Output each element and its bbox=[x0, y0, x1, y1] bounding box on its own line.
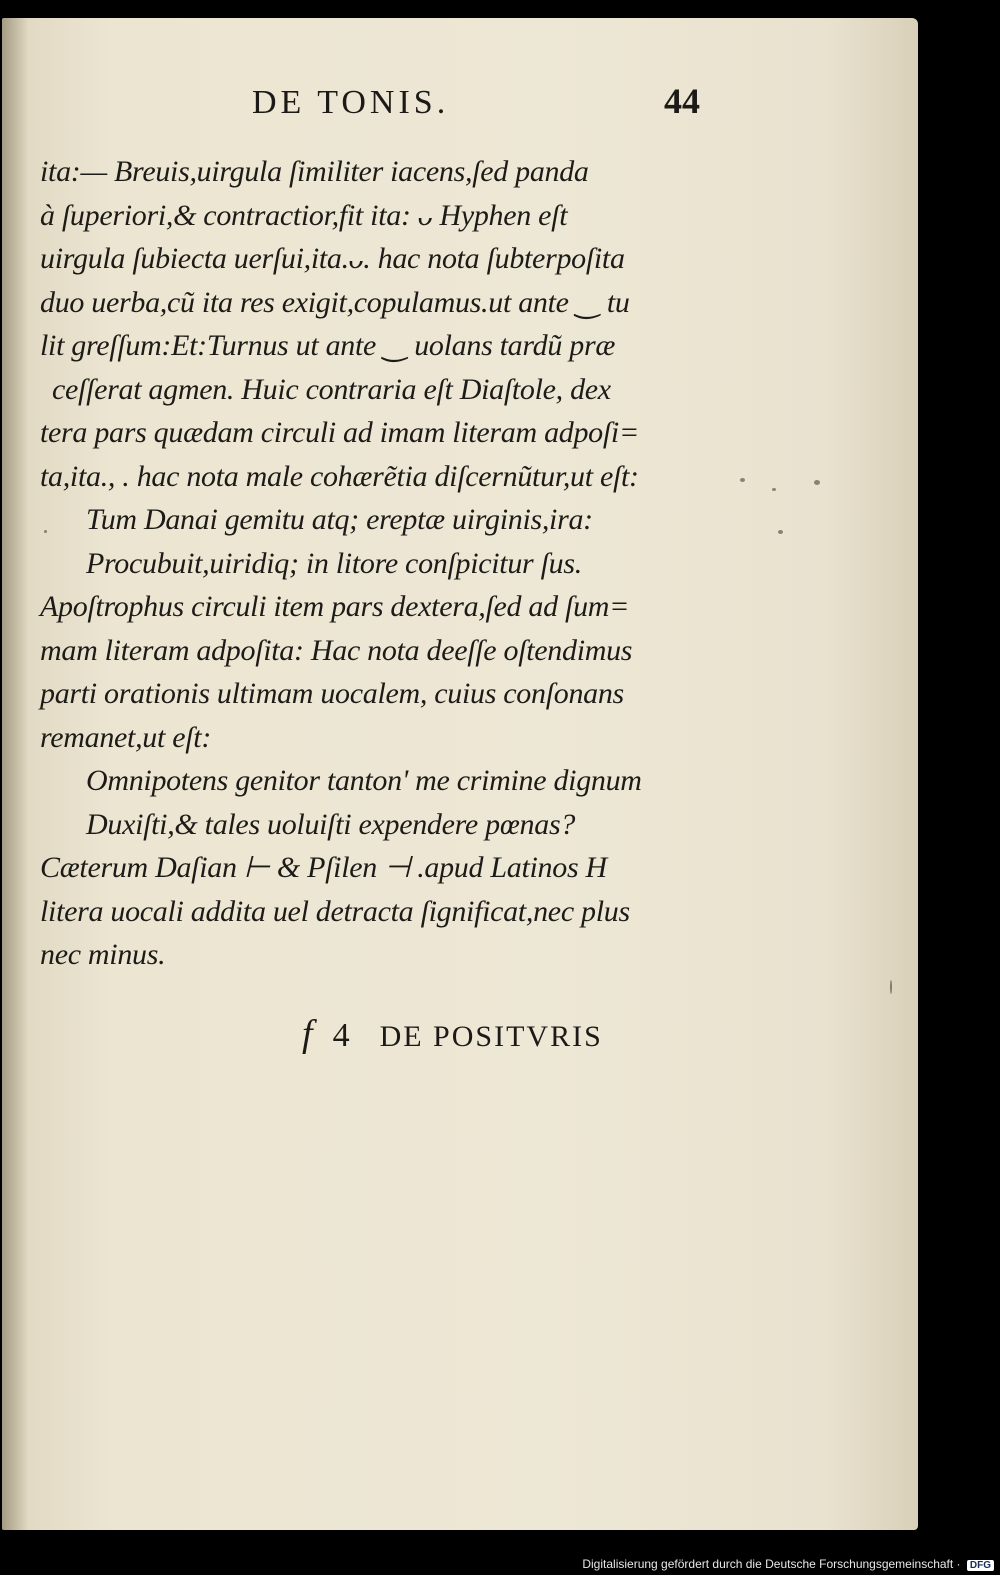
text-line: mam literam adpoſita: Hac nota deeſſe oſtendimus bbox=[40, 633, 633, 667]
text-line: nec minus. bbox=[40, 938, 166, 971]
catchword-line bbox=[302, 1012, 702, 1056]
verse-line: Omnipotens genitor tanton' me crimine dignum bbox=[86, 764, 642, 797]
verse-line: Tum Danai gemitu atq; ereptæ uirginis,ira: bbox=[86, 503, 593, 536]
book-page bbox=[2, 18, 918, 1530]
paper-speck bbox=[814, 480, 820, 485]
text-line: parti orationis ultimam uocalem, cuius conſonans bbox=[40, 677, 624, 710]
text-line: lit greſſum:Et:Turnus ut ante ‿ uolans tardũ præ bbox=[40, 329, 616, 362]
paper-speck bbox=[44, 530, 47, 533]
text-line: ita:— Breuis,uirgula ſimiliter iacens,ſed panda bbox=[40, 155, 589, 188]
signature-mark: f bbox=[302, 1013, 313, 1055]
paper-speck bbox=[740, 478, 745, 482]
verse-line: Procubuit,uiridiq; in litore conſpicitur ſus. bbox=[86, 546, 582, 580]
paper-speck bbox=[890, 980, 892, 994]
paper-speck bbox=[778, 530, 783, 534]
signature-number: 4 bbox=[332, 1017, 350, 1054]
text-line: duo uerba,cũ ita res exigit,copulamus.ut ante ‿ tu bbox=[40, 285, 630, 319]
page-number: 44 bbox=[664, 81, 700, 121]
text-line: remanet,ut eſt: bbox=[40, 720, 212, 754]
running-head: DE TONIS. bbox=[252, 84, 450, 121]
text-line: Cæterum Daſian ⊢ & Pſilen ⊣ .apud Latinos H bbox=[40, 851, 607, 884]
text-line: ceſſerat agmen. Huic contraria eſt Diaſtole, dex bbox=[52, 372, 611, 406]
text-line: tera pars quædam circuli ad imam literam adpoſi= bbox=[40, 416, 639, 449]
page-body-text bbox=[40, 150, 710, 977]
text-line: uirgula ſubiecta uerſui,ita.ᴗ. hac nota ſubterpoſita bbox=[40, 242, 625, 275]
credit-text: Digitalisierung gefördert durch die Deutsche Forschungsgemeinschaft · bbox=[582, 1557, 961, 1571]
dfg-logo: DFG bbox=[967, 1560, 994, 1571]
text-line: litera uocali addita uel detracta ſignificat,nec plus bbox=[40, 894, 630, 928]
text-line: ta,ita., . hac nota male cohærẽtia diſcernũtur,ut eſt: bbox=[40, 459, 639, 493]
text-line: à ſuperiori,& contractior,fit ita: ᴗ Hyphen eſt bbox=[40, 198, 568, 232]
verse-line: Duxiſti,& tales uoluiſti expendere pœnas? bbox=[86, 807, 576, 841]
digitization-credit bbox=[582, 1557, 994, 1571]
catchword: DE POSITVRIS bbox=[379, 1020, 603, 1053]
text-line: Apoſtrophus circuli item pars dextera,ſed ad ſum= bbox=[40, 590, 630, 623]
paper-speck bbox=[772, 488, 776, 491]
